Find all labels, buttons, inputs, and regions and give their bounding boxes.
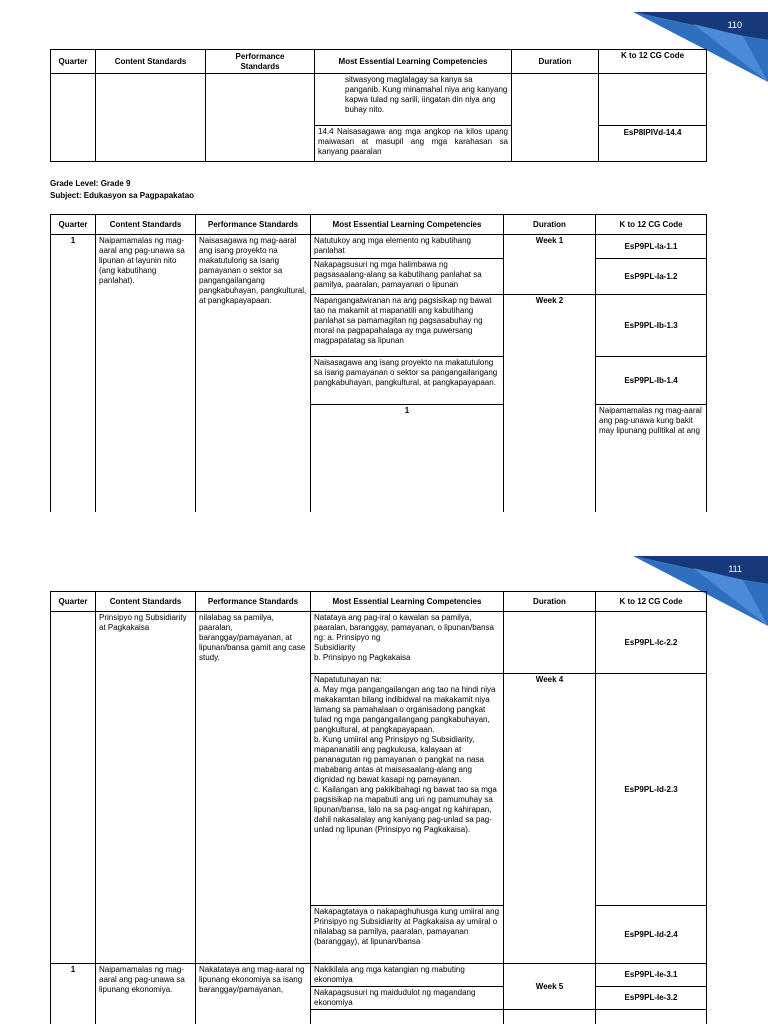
header-duration: Duration (512, 50, 599, 74)
content-standard-cell: Naipamamalas ng mag-aaral ang pag-unawa sa lipunang ekonomiya. (96, 964, 196, 1024)
content-standard-cell: Naipamamalas ng mag-aaral ang pag-unawa sa lipunan at layunin nito (ang kabutihang panlahat). (96, 235, 196, 513)
content-standard-cell: Naipamamalas ng mag-aaral ang pag-unawa kung bakit may lipunang pulitikal at ang (596, 405, 707, 513)
melc-cell: sitwasyong maglalagay sa kanya sa panganib. Kung minamahal niya ang kanyang kapwa tulad ng sarili, iingatan din niya ang buhay nito. (315, 74, 512, 126)
code-cell: EsP9PL-Ic-2.2 (596, 612, 707, 674)
header-melc: Most Essential Learning Competencies (311, 215, 504, 235)
page-111 (0, 544, 768, 1024)
competency-table-continued (50, 49, 707, 162)
header-content-standards: Content Standards (96, 592, 196, 612)
header-quarter: Quarter (51, 50, 96, 74)
header-content-standards: Content Standards (96, 50, 206, 74)
header-melc: Most Essential Learning Competencies (311, 592, 504, 612)
melc-cell: Natataya ang pag-iral o kawalan sa pamilya, paaralan, baranggay, pamayanan, o lipunan/bansa ng: a. Prinsipyo ng Subsidiarity b. Prinsipyo ng Pagkakaisa (311, 612, 504, 674)
header-code: K to 12 CG Code (596, 215, 707, 235)
competency-table-grade9-continued (50, 591, 707, 1024)
code-cell: EsP9PL-Ia-1.2 (596, 259, 707, 295)
header-duration: Duration (504, 592, 596, 612)
quarter-cell: 1 (311, 405, 504, 513)
code-cell: EsP9PL-Ie-3.1 (596, 964, 707, 987)
cell-performance (206, 74, 315, 162)
code-cell: EsP9PL-Id-2.4 (596, 906, 707, 964)
code-cell: EsP9PL-Id-2.3 (596, 674, 707, 906)
code-cell: EsP9PL-Ib-1.4 (596, 357, 707, 405)
melc-cell: Naisasagawa ang isang proyekto na makatutulong sa isang pamayanan o sektor sa pangangailangang pangkabuhayan, pangkultural, at pangkapayapaan. (311, 357, 504, 405)
quarter-cell (51, 612, 96, 964)
melc-cell: Napangangatwiranan na ang pagsisikap ng bawat tao na makamit at mapanatili ang kabutihang panlahat sa pamamagitan ng pagsasabuhay ng moral na pagpapahalaga ay mga puwersang magpapatatag sa lipunan (311, 295, 504, 357)
quarter-cell: 1 (51, 964, 96, 1024)
code-cell: EsP9PL-Ib-1.3 (596, 295, 707, 357)
header-melc: Most Essential Learning Competencies (315, 50, 512, 74)
cell-duration (512, 74, 599, 162)
code-cell (596, 1010, 707, 1024)
melc-cell: 14.4 Naisasagawa ang mga angkop na kilos upang maiwasan at masupil ang mga karahasan sa kanyang paaralan (315, 126, 512, 162)
quarter-cell: 1 (51, 235, 96, 513)
header-code: K to 12 CG Code (599, 50, 707, 74)
melc-cell: Nakapagtataya o nakapaghuhusga kung umiiral ang Prinsipyo ng Subsidiarity at Pagkakaisa ay umiiral o nilalabag sa pamilya, paaralan, pamayanan (baranggay), at lipunan/bansa (311, 906, 504, 964)
melc-cell: Nakikilala ang mga katangian ng mabuting ekonomiya (311, 964, 504, 987)
header-content-standards: Content Standards (96, 215, 196, 235)
code-cell: EsP9PL-Ie-3.2 (596, 987, 707, 1010)
performance-standard-cell: nilalabag sa pamilya, paaralan, baranggay/pamayanan, at lipunan/bansa gamit ang case study. (196, 612, 311, 964)
code-cell: EsP9PL-Ia-1.1 (596, 235, 707, 259)
duration-cell (504, 612, 596, 674)
subject: Subject: Edukasyon sa Pagpapakatao (50, 191, 195, 200)
performance-standard-cell: Naisasagawa ng mag-aaral ang isang proyekto na makatutulong sa isang pamayanan o sektor sa pangangailangang pangkabuhayan, pangkultural, at pangkapayapaan. (196, 235, 311, 513)
melc-cell: Nakapagsusuri ng maidudulot ng magandang ekonomiya (311, 987, 504, 1010)
duration-cell: Week 1 (504, 235, 596, 295)
code-cell: EsP8IPIVd-14.4 (599, 126, 707, 162)
header-duration: Duration (504, 215, 596, 235)
duration-cell (504, 1010, 596, 1024)
grade-level: Grade Level: Grade 9 (50, 179, 131, 188)
competency-table-grade9 (50, 214, 707, 512)
page-number: 111 (728, 564, 742, 574)
melc-cell: Natutukoy ang mga elemento ng kabutihang panlahat (311, 235, 504, 259)
cell-content (96, 74, 206, 162)
content-standard-cell: Prinsipyo ng Subsidiarity at Pagkakaisa (96, 612, 196, 964)
header-performance-standards: Performance Standards (196, 215, 311, 235)
melc-cell: Nakapagsusuri ng mga halimbawa ng pagsasaalang-alang sa kabutihang panlahat sa pamilya, paaralan, pamayanan o lipunan (311, 259, 504, 295)
page-number: 110 (727, 20, 742, 30)
duration-cell: Week 4 (504, 674, 596, 964)
melc-cell: Napatutunayan na: a. May mga pangangailangan ang tao na hindi niya makakamtan bilang indibidwal na makakamit niya lamang sa pamahalaan o organisadong pangkat tulad ng mga pangangailangang pangkabuhayan, pangkultural, at pangkapayapaan. b. Kung umiiral ang Prinsipyo ng Subsidiarity, mapananatili ang pagkukusa, kalayaan at pananagutan ng pamayanan o pangkat na nasa mababang antas at maisasaalang-alang ang dignidad ng bawat kasapi ng pamayanan. c. Kailangan ang pakikibahagi ng bawat tao sa mga pagsisikap na mapabuti ang uri ng pamumuhay sa lipunan/bansa, lalo na sa pag-angat ng kahirapan, dahil nakasalalay ang kaniyang pag-unlad sa pag-unlad ng lipunan (Prinsipyo ng Pagkakaisa). (311, 674, 504, 906)
duration-cell: Week 2 (504, 295, 596, 513)
header-code: K to 12 CG Code (596, 592, 707, 612)
melc-cell (311, 1010, 504, 1024)
performance-standard-cell: Nakatataya ang mag-aaral ng lipunang ekonomiya sa isang baranggay/pamayanan, (196, 964, 311, 1024)
header-quarter: Quarter (51, 215, 96, 235)
header-performance-standards: Performance Standards (206, 50, 315, 74)
header-quarter: Quarter (51, 592, 96, 612)
cell-quarter (51, 74, 96, 162)
header-performance-standards: Performance Standards (196, 592, 311, 612)
cell-code (599, 74, 707, 126)
duration-cell: Week 5 (504, 964, 596, 1010)
